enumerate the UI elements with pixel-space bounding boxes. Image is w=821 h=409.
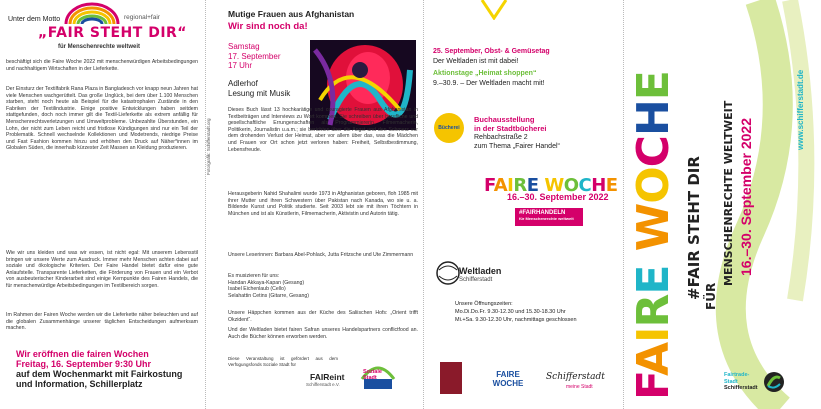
book-exhibit-address: Rehbachstraße 2 (474, 134, 528, 141)
event-date (228, 42, 280, 71)
fuer-vertical: FÜR (704, 282, 718, 310)
opening-hours-heading: Unsere Öffnungszeiten: (455, 301, 513, 307)
book-exhibit-topic: zum Thema „Fairer Handel“ (474, 142, 560, 150)
book-exhibit-line-1: Buchausstellung (474, 115, 535, 124)
yellow-arrow-shape (480, 0, 520, 20)
opening-hours-line-1: Mo.Di.Do.Fr. 9.30-12.30 und 15.30-18.30 Uhr (455, 309, 566, 315)
event-location (228, 79, 290, 98)
event-title: Mutige Frauen aus Afghanistan (228, 9, 355, 19)
musician-1: Handan Akkaya-Kapan (Gesang) (228, 279, 305, 286)
motto-label: Unter dem Motto (8, 16, 61, 23)
paragraph-intro: beschäftigt sich die Faire Woche 2022 mit menschenwürdigen Arbeitsbedingungen und nachhaltigem Wirtschaften in der Lieferkette. (6, 59, 198, 72)
soziale-stadt-logo (360, 357, 396, 393)
opening-heading (16, 349, 182, 389)
book-exhibit-details (474, 134, 560, 151)
soziale-stadt-label: Soziale Stadt (363, 369, 382, 381)
fairhandeln-label: #FAIRHANDELN (519, 210, 566, 216)
fairhandeln-box (515, 208, 583, 226)
fair-eint-logo: FAIReint (310, 372, 345, 382)
fairtrade-line-2: Stadt (724, 378, 738, 385)
faire-woche-small-logo: FAIRE WOCHE (492, 370, 524, 388)
event-location-place: Adlerhof (228, 79, 258, 88)
hashtag-vertical: #FAIR STEHT DIR (685, 156, 703, 300)
green-swoosh (700, 0, 821, 409)
opening-line-4: und Information, Schillerplatz (16, 379, 143, 389)
website-vertical: www.schifferstadt.de (796, 69, 805, 150)
weltladen-sub: Schifferstadt (459, 277, 493, 283)
event-title-pink: Wir sind noch da! (228, 21, 308, 32)
book-exhibit-line-2: in der Stadtbücherei (474, 123, 547, 133)
fold-line-3 (623, 0, 624, 409)
snacks-note: Unsere Häppchen kommen aus der Küche des Saliischen Hofs: „Orient trifft Okzident“. (228, 310, 418, 323)
event-date-time: 17 Uhr (228, 61, 253, 70)
paragraph-rana-plaza: Der Einsturz der Textilfabrik Rana Plaza in Bangladesch vor knapp neun Jahren hat viele Menschen wachgerüttelt. Das große Unglück, bei dem über 1.100 Menschen starben, steht noch heute als Beispiel für die katastrophalen Zustände in den Fabriken der Textilindustrie. Einige positive Entwicklungen haben seitdem stattgefunden, doch noch immer gilt die Textil-Lieferkette als extrem anfällig für Menschenrechtsverletzungen und Umweltprobleme. Unbezahlte Überstunden, ein Lohn, der nicht zum Leben reicht und fristlose Kündigungen sind nur ein Teil der Problematik. Schnell wechselnde Kollektionen und Modetrends, niedrige Preise und Fast Fashion kommen hinzu und erhöhen den Druck auf Näher*innen im Globalen Süden, die innerhalb kürzester Zeit Massen an Kleidung produzieren. (6, 86, 198, 152)
shopping-days-heading: Aktionstage „Heimat shoppen“ (433, 70, 537, 77)
musician-3: Selahattin Cetins (Gitarre, Gesang) (228, 292, 310, 299)
schifferstadt-logo-sub: meine Stadt (566, 384, 593, 390)
opening-line-3: auf dem Wochenmarkt mit Fairkostung (16, 369, 183, 379)
slogan-sub: für Menschenrechte weltweit (58, 44, 141, 50)
fold-line-1 (205, 0, 206, 409)
rainbow-logo (62, 2, 122, 26)
book-exhibit-heading (474, 116, 547, 133)
readers: Unsere Leserinnen: Barbara Abel-Pohlack, Jutta Fritzsche und Ute Zimmermann (228, 252, 414, 258)
weltladen-logo (433, 258, 593, 292)
event-date-day: Samstag (228, 42, 260, 51)
editor-bio: Herausgeberin Nahid Shahalimi wurde 1973 in Afghanistan geboren, floh 1985 mit ihrer Mutter und ihren Schwestern über Pakistan nach Kanada, wo sie u. a. Bildende Kunst und Politik studierte. Seit 2003 lebt sie mit ihren Töchtern in München und ist als Künstlerin, Filmemacherin, Aktivistin und Autorin tätig. (228, 191, 418, 217)
fairhandeln-sub: für Menschenrechte weltweit (519, 216, 574, 221)
shop-note: Und der Weltladen bietet fairen Safran unseres Handelspartners conflictfood an. Auch die Bücher können erworben werden. (228, 327, 418, 340)
date-vertical: 16.–30. September 2022 (738, 118, 754, 276)
fruit-day-sub: Der Weltladen ist mit dabei! (433, 58, 519, 65)
opening-line-1: Wir eröffnen die fairen Wochen (16, 349, 149, 359)
paragraph-supply-chain: Im Rahmen der Fairen Woche werden wir die Lieferkette näher beleuchten und auf die globalen Zusammenhänge unserer täglichen Entscheidungen aufmerksam machen. (6, 312, 198, 332)
musicians-heading: Es musizieren für uns: (228, 273, 280, 279)
coat-of-arms-icon (440, 362, 462, 394)
faire-woche-date: 16.–30. September 2022 (507, 192, 609, 202)
fairtrade-stadt-label (724, 372, 758, 392)
regional-fair-label: regional+fair (124, 14, 160, 21)
event-date-date: 17. September (228, 51, 281, 61)
musicians (228, 273, 418, 299)
shopping-days-sub: 9.–30.9. – Der Weltladen macht mit! (433, 80, 545, 87)
paragraph-lifestyle: Wie wir uns kleiden und was wir essen, ist nicht egal: Mit unserem Lebensstil bringen wir unsere Werte zum Ausdruck. Immer mehr Menschen achten dabei auf soziale und ökologische Kriterien. Der Faire Handel bietet dafür eine gute Anlaufstelle. Transparente Lieferketten, die Förderung von Frauen und ein Verbot von ausbeuterischer Kinderarbeit sind einige Kernpunkte des Fairen Handels, die für menschenwürdige Arbeitsbedingungen im Textilbereich sorgen. (6, 250, 198, 289)
faire-woche-logo: FAIRE WOCHE (484, 175, 618, 196)
fruit-day-heading: 25. September, Obst- & Gemüsetag (433, 48, 550, 55)
musician-2: Isabel Eichenlaub (Cello) (228, 286, 286, 293)
funding-note: Diese Veranstaltung ist gefördert aus dem Verfügungsfonds Soziale Stadt für (228, 356, 338, 367)
weltladen-label: Weltladen (459, 266, 502, 276)
book-description: Dieses Buch lässt 13 hochkarätige und couragierte Frauen aus Afghanistan in Textbeiträgen und Interviews zu Wort kommen. Sie schreiben über berufliche und gesellschaftliche Errungenschaften als Programmiererin, Filmemacherin, Politikerin, Journalistin u.a.m.; sie berichten über die Angst und den Schmerz vor dem drohenden Verlust der Heimat, aber vor allem über das, was die Mädchen und Frauen vor Ort schon jetzt verloren haben: Freiheit, Selbstbestimmung, Lebensfreude. (228, 107, 418, 153)
opening-line-2: Freitag, 16. September 9:30 Uhr (16, 359, 152, 369)
fairtrade-line-1: Fairtrade- (724, 372, 750, 378)
library-badge: Bücherei (434, 113, 464, 143)
fairtrade-icon (764, 372, 784, 392)
menschenrechte-vertical: MENSCHENRECHTE WELTWEIT (722, 100, 735, 286)
fairtrade-line-3: Schifferstadt (724, 385, 758, 391)
faire-woche-vertical: FAIRE WOCHE (628, 71, 679, 400)
fold-line-2 (423, 0, 424, 409)
opening-hours-line-2: Mi.+Sa. 9.30-12.30 Uhr, nachmittags geschlossen (455, 317, 577, 323)
photo-credit: Foto/grafik: Schifferstadt.org (206, 118, 211, 175)
slogan: „FAIR STEHT DIR“ (38, 25, 188, 41)
schifferstadt-logo: Schifferstadt (546, 372, 605, 382)
event-location-type: Lesung mit Musik (228, 88, 291, 98)
fair-eint-sub: Schifferstadt e.V. (306, 382, 340, 387)
opening-hours (455, 300, 577, 324)
